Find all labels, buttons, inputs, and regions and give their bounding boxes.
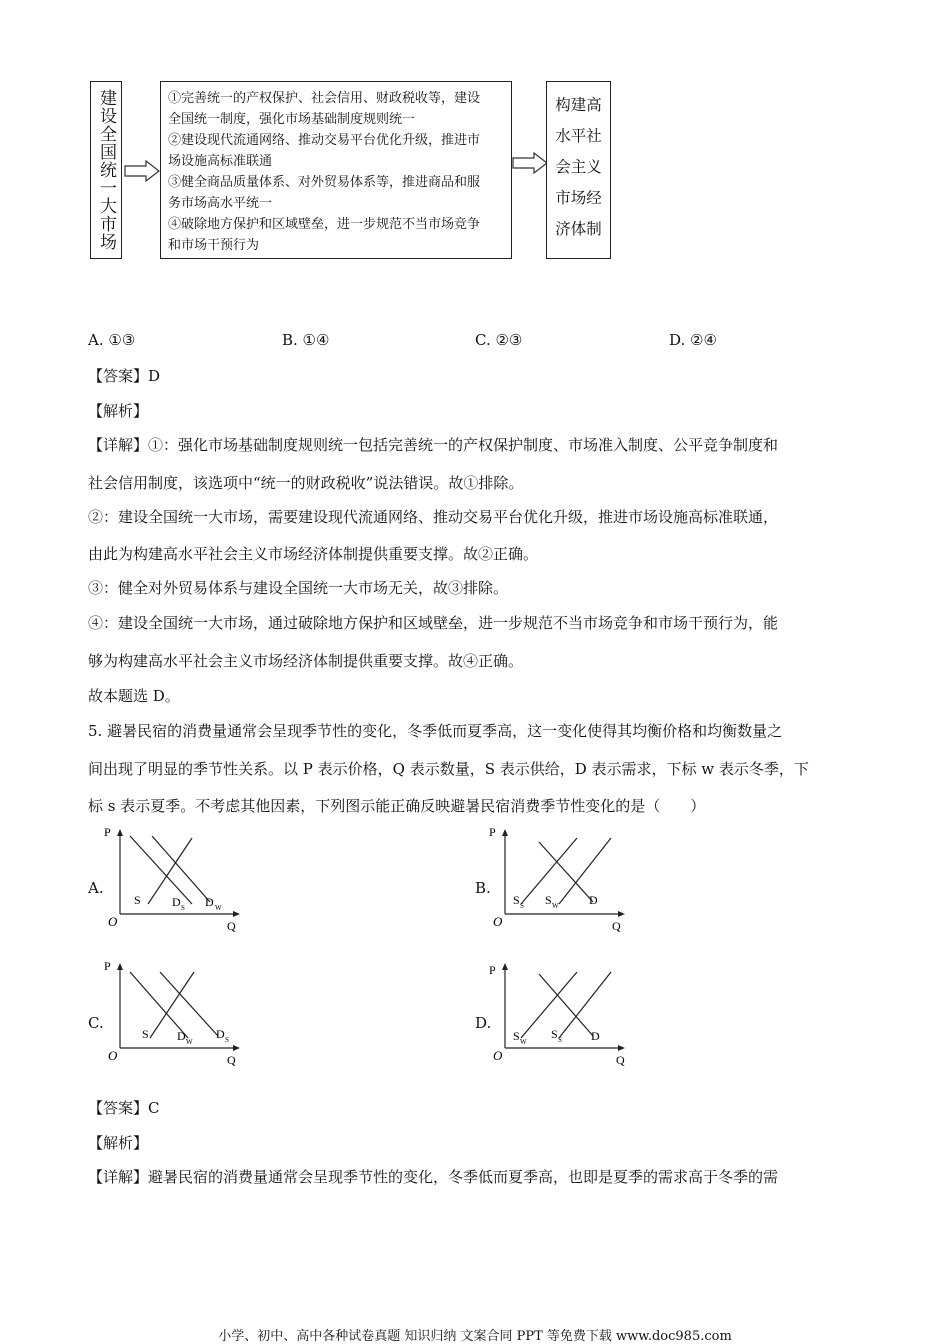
q4-detail-line: ②：建设全国统一大市场，需要建设现代流通网络、推动交易平台优化升级，推进市场设施高标准联通， — [88, 508, 779, 526]
curve-sub-label: S — [225, 1036, 229, 1044]
curve-label: D — [216, 1027, 225, 1041]
axis-q-label: Q — [227, 1053, 236, 1067]
demand-curve-s — [160, 972, 218, 1036]
q5-stem-line: 标 s 表示夏季。不考虑其他因素，下列图示能正确反映避暑民宿消费季节性变化的是（ ） — [88, 797, 706, 815]
q5-stem-line: 间出现了明显的季节性关系。以 P 表示价格，Q 表示数量，S 表示供给，D 表示需求，下标 w 表示冬季，下 — [88, 760, 809, 778]
graph-b — [485, 826, 635, 934]
graph-a-label: A. — [88, 879, 104, 897]
graph-d-label: D. — [475, 1014, 492, 1032]
arrow-right-icon — [618, 1045, 625, 1051]
option-d: D. ②④ — [669, 331, 717, 349]
arrow-right-icon — [233, 1045, 240, 1051]
arrow-up-icon — [502, 829, 508, 836]
origin-label: O — [493, 1048, 503, 1063]
origin-label: O — [108, 1048, 118, 1063]
origin-label: O — [108, 914, 118, 929]
diagram-middle-text: ①完善统一的产权保护、社会信用、财政税收等，建设 全国统一制度，强化市场基础制度规则统一 ②建设现代流通网络、推动交易平台优化升级，推进市 场设施高标准联通 ③健全商品质量体系、对外贸易体系等，推进商品和服 务市场高水平统一 ④破除地方保护和区域壁垒，进一步规范不当市场竞争 和市场干预行为 — [168, 91, 481, 253]
axis-p-label: P — [104, 960, 111, 973]
curve-sub-label: W — [186, 1038, 193, 1046]
origin-label: O — [493, 914, 503, 929]
arrow-up-icon — [502, 963, 508, 970]
axis-p-label: P — [489, 826, 496, 839]
diagram-left-text: 建设全国统一大市场 — [96, 89, 116, 251]
graph-a — [100, 826, 250, 934]
curve-label: D — [172, 895, 181, 909]
option-b: B. ①④ — [282, 331, 330, 349]
curve-label: S — [513, 893, 520, 907]
axis-q-label: Q — [612, 919, 621, 933]
curve-label: D — [205, 895, 214, 909]
curve-label: D — [177, 1029, 186, 1043]
q5-answer: 【答案】C — [88, 1099, 160, 1117]
q5-analysis: 【解析】 — [88, 1134, 149, 1152]
curve-label: S — [545, 893, 552, 907]
diagram-right-box — [546, 81, 611, 259]
supply-curve-s — [559, 972, 611, 1038]
q4-detail-line: 社会信用制度，该选项中“统一的财政税收”说法错误。故①排除。 — [88, 474, 524, 492]
curve-sub-label: W — [552, 902, 559, 910]
q4-detail-line: 由此为构建高水平社会主义市场经济体制提供重要支撑。故②正确。 — [88, 545, 539, 563]
page-footer: 小学、初中、高中各种试卷真题 知识归纳 文案合同 PPT 等免费下载 www.doc985.com — [218, 1329, 732, 1344]
curve-sub-label: S — [181, 904, 185, 912]
arrow-right-icon — [124, 160, 160, 182]
curve-label: S — [551, 1027, 558, 1041]
axis-p-label: P — [489, 963, 496, 977]
q4-detail-line: ④：建设全国统一大市场，通过破除地方保护和区域壁垒，进一步规范不当市场竞争和市场干预行为，能 — [88, 614, 779, 632]
q4-detail-line: 故本题选 D。 — [88, 687, 180, 705]
q5-detail: 【详解】避暑民宿的消费量通常会呈现季节性的变化，冬季低而夏季高，也即是夏季的需求高于冬季的需 — [88, 1168, 779, 1186]
q4-analysis: 【解析】 — [88, 402, 149, 420]
diagram-left-box — [90, 81, 122, 259]
option-a: A. ①③ — [88, 331, 136, 349]
diagram-middle-box — [160, 81, 512, 259]
curve-sub-label: S — [520, 902, 524, 910]
curve-sub-label: S — [558, 1036, 562, 1044]
curve-label: S — [134, 893, 141, 907]
curve-label: S — [513, 1029, 520, 1043]
q4-detail-line: 够为构建高水平社会主义市场经济体制提供重要支撑。故④正确。 — [88, 652, 524, 670]
supply-curve — [148, 838, 192, 904]
arrow-right-icon — [233, 911, 240, 917]
graph-d — [485, 960, 635, 1068]
curve-sub-label: W — [215, 904, 222, 912]
curve-label: D — [591, 1029, 600, 1043]
arrow-up-icon — [117, 963, 123, 970]
supply-curve — [150, 972, 194, 1038]
arrow-right-icon — [512, 152, 548, 174]
curve-label: D — [589, 893, 598, 907]
curve-sub-label: W — [520, 1038, 527, 1046]
axis-p-label: P — [104, 826, 111, 839]
q4-detail-line: ③：健全对外贸易体系与建设全国统一大市场无关，故③排除。 — [88, 579, 509, 597]
axis-q-label: Q — [227, 919, 236, 933]
graph-c — [100, 960, 250, 1068]
option-c: C. ②③ — [475, 331, 523, 349]
q5-stem-line: 5. 避暑民宿的消费量通常会呈现季节性的变化，冬季低而夏季高，这一变化使得其均衡价格和均衡数量之 — [88, 722, 783, 740]
graph-b-label: B. — [475, 879, 491, 897]
axis-q-label: Q — [616, 1053, 625, 1067]
q4-detail-line: 【详解】①：强化市场基础制度规则统一包括完善统一的产权保护制度、市场准入制度、公平竞争制度和 — [88, 436, 779, 454]
arrow-up-icon — [117, 829, 123, 836]
supply-curve-w — [559, 838, 611, 904]
curve-label: S — [142, 1027, 149, 1041]
arrow-right-icon — [618, 911, 625, 917]
q4-answer: 【答案】D — [88, 367, 161, 385]
graph-c-label: C. — [88, 1014, 104, 1032]
diagram-right-text: 构建高 水平社 会主义 市场经 济体制 — [555, 96, 602, 238]
supply-curve-w — [521, 972, 577, 1038]
